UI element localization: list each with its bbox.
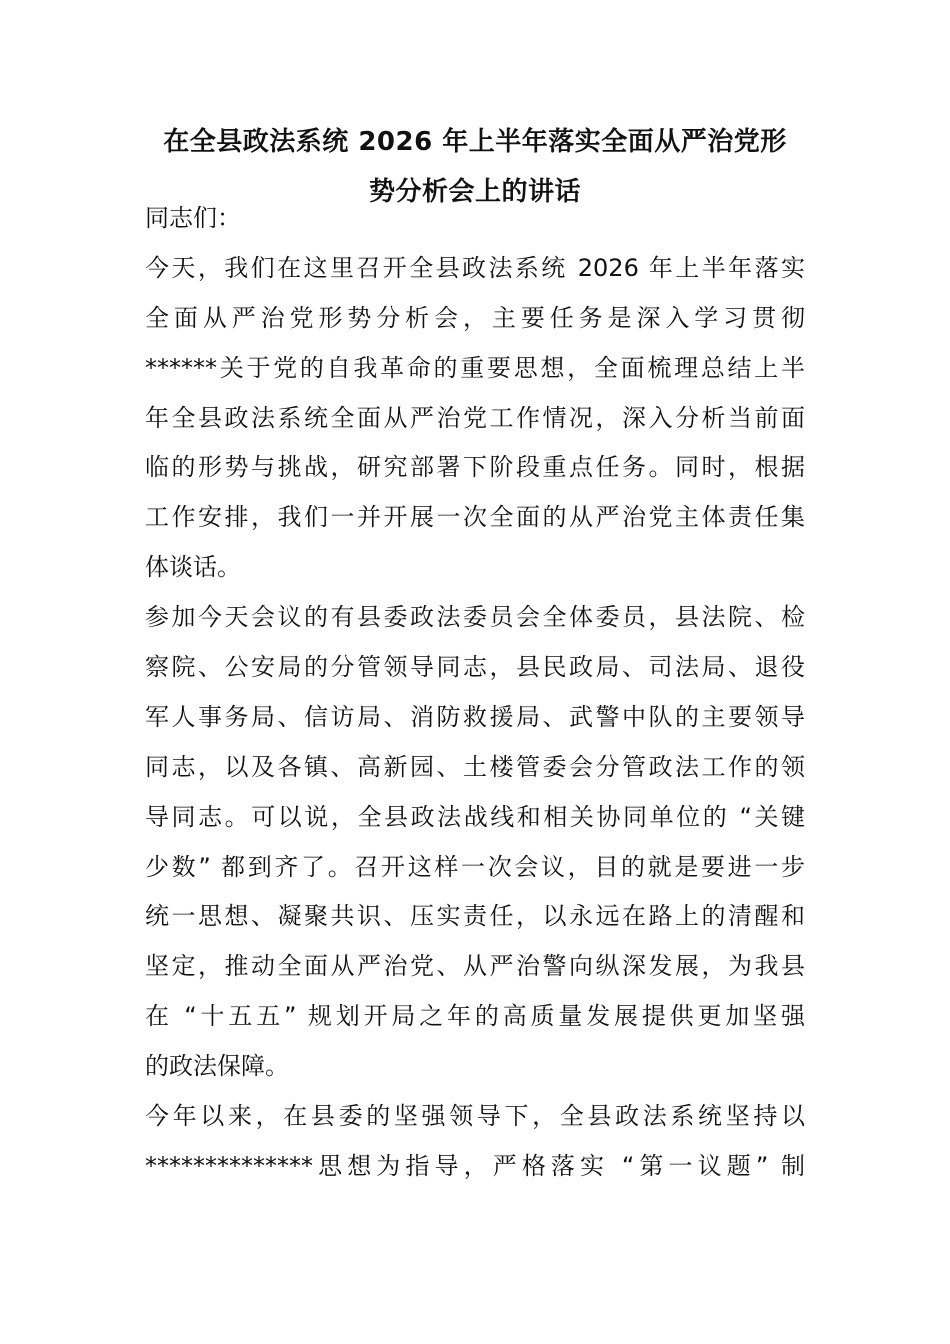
body-line: 在 “十五五” 规划开局之年的高质量发展提供更加坚强 — [145, 1002, 805, 1031]
body-line: 坚定，推动全面从严治党、从严治警向纵深发展，为我县 — [145, 952, 805, 981]
body-line: 今天，我们在这里召开全县政法系统 2026 年上半年落实 — [145, 253, 805, 282]
body-line: 的政法保障。 — [145, 1052, 289, 1081]
salutation: 同志们： — [145, 204, 241, 232]
body-line: 体谈话。 — [145, 553, 241, 582]
document-body — [145, 194, 805, 1192]
title-line-2: 势分析会上的讲话 — [368, 177, 581, 207]
body-line: 同志，以及各镇、高新园、土楼管委会分管政法工作的领 — [145, 752, 805, 781]
body-line: ******关于党的自我革命的重要思想，全面梳理总结上半 — [145, 353, 805, 382]
body-line: 年全县政法系统全面从严治党工作情况，深入分析当前面 — [145, 403, 805, 432]
body-line: 工作安排，我们一并开展一次全面的从严治党主体责任集 — [145, 503, 805, 532]
body-line: 统一思想、凝聚共识、压实责任，以永远在路上的清醒和 — [145, 902, 805, 931]
body-line: 军人事务局、信访局、消防救援局、武警中队的主要领导 — [145, 702, 805, 731]
title-line-1: 在全县政法系统 2026 年上半年落实全面从严治党形 — [163, 127, 787, 157]
body-line: 临的形势与挑战，研究部署下阶段重点任务。同时，根据 — [145, 453, 805, 482]
body-line: 全面从严治党形势分析会，主要任务是深入学习贯彻 — [145, 303, 805, 332]
body-line: 导同志。可以说，全县政法战线和相关协同单位的 “关键 — [145, 802, 805, 831]
body-line: **************思想为指导，严格落实 “第一议题” 制 — [145, 1151, 805, 1180]
body-line: 今年以来，在县委的坚强领导下，全县政法系统坚持以 — [145, 1102, 805, 1131]
body-line: 察院、公安局的分管领导同志，县民政局、司法局、退役 — [145, 653, 805, 682]
body-line: 少数” 都到齐了。召开这样一次会议，目的就是要进一步 — [145, 852, 805, 881]
body-line: 参加今天会议的有县委政法委员会全体委员，县法院、检 — [145, 603, 805, 632]
